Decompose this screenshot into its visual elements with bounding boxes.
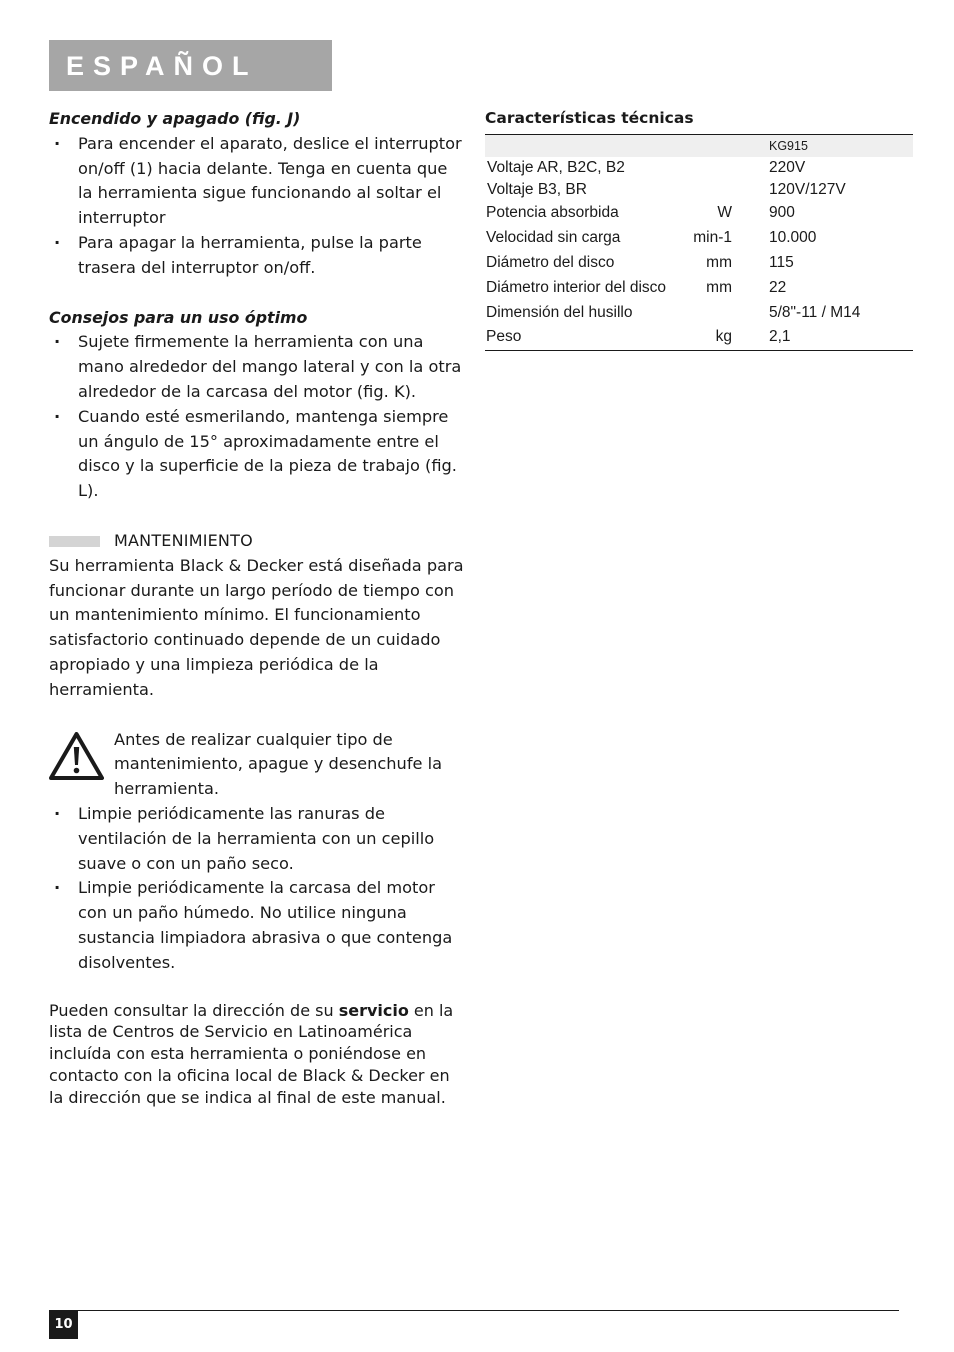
- spec-value: 2,1: [769, 325, 913, 350]
- list-item: · Limpie periódicamente las ranuras de ventilación de la herramienta con un cepillo suave o con un paño seco.: [49, 802, 465, 876]
- list-item: · Cuando esté esmerilando, mantenga siempre un ángulo de 15° aproximadamente entre el disco y la superficie de la pieza de trabajo (fig. L).: [49, 405, 465, 504]
- table-row: [485, 251, 913, 276]
- spec-unit: [692, 300, 769, 325]
- tips-list: [49, 330, 465, 504]
- spec-label: Dimensión del husillo: [486, 303, 633, 321]
- spec-unit: [692, 179, 769, 201]
- spec-label: Diámetro del disco: [486, 253, 615, 271]
- maintenance-intro: Su herramienta Black & Decker está diseñada para funcionar durante un largo período de tiempo con un mantenimiento mínimo. El funcionamiento satisfactorio continuado depende de un cuidado apropiado y una limpieza periódica de la herramienta.: [49, 555, 464, 699]
- table-row: [485, 226, 913, 251]
- service-text-after: en la lista de Centros de Servicio en Latinoamérica incluída con esta herramienta o poniéndose en contacto con la oficina local de Black & Decker en la dirección que se indica al final de este manual.: [49, 1000, 454, 1107]
- warning-text: Antes de realizar cualquier tipo de mantenimiento, apague y desenchufe la herramienta.: [114, 729, 443, 799]
- specs-title: Características técnicas: [485, 109, 694, 127]
- spec-value: 220V: [769, 159, 806, 176]
- list-item: · Para encender el aparato, deslice el interruptor on/off (1) hacia delante. Tenga en cuenta que la herramienta sigue funcionando al soltar el interruptor: [49, 132, 465, 231]
- warning-triangle-icon: [49, 732, 104, 780]
- spec-value: 120V/127V: [769, 181, 846, 198]
- table-row: [485, 275, 913, 300]
- language-label: ESPAÑOL: [66, 51, 258, 81]
- spec-value: 115: [769, 253, 794, 271]
- spec-unit: mm: [706, 278, 732, 296]
- model-name: KG915: [769, 135, 913, 158]
- spec-unit: [692, 157, 769, 179]
- list-item: · Limpie periódicamente la carcasa del motor con un paño húmedo. No utilice ninguna sustancia limpiadora abrasiva o que contenga disolventes.: [49, 876, 465, 975]
- table-row: [485, 300, 913, 325]
- table-row: [485, 157, 913, 179]
- service-text-before: Pueden consultar la dirección de su: [49, 1000, 339, 1020]
- spec-unit: kg: [692, 325, 769, 350]
- warning-notice: [49, 728, 465, 802]
- specs-header-row: [485, 135, 913, 158]
- spec-unit: W: [717, 204, 732, 222]
- spec-label: Diámetro interior del disco: [486, 278, 667, 296]
- maintenance-heading: MANTENIMIENTO: [114, 530, 253, 550]
- language-banner: [49, 40, 332, 91]
- spec-value: 5/8"-11 / M14: [769, 303, 861, 321]
- table-row: [485, 325, 913, 350]
- page-number: 10: [49, 1310, 78, 1339]
- specs-column: [485, 107, 913, 351]
- table-row: [485, 201, 913, 226]
- footer-divider: [49, 1310, 899, 1311]
- specs-table: [485, 134, 913, 351]
- switch-heading: Encendido y apagado (fig. J): [49, 109, 301, 128]
- spec-value: 22: [769, 278, 787, 296]
- table-row: [485, 179, 913, 201]
- spec-label: Peso: [485, 325, 692, 350]
- maintenance-section-header: [49, 529, 465, 554]
- switch-list: [49, 132, 465, 281]
- service-keyword: servicio: [338, 1000, 409, 1020]
- spec-value: 10.000: [769, 229, 817, 247]
- tips-heading: Consejos para un uso óptimo: [49, 307, 308, 327]
- list-item: · Sujete firmemente la herramienta con una mano alrededor del mango lateral y con la otra alrededor de la carcasa del motor (fig. K).: [49, 330, 465, 404]
- spec-value: 900: [769, 204, 795, 222]
- section-marker: [49, 536, 100, 547]
- spec-unit: mm: [706, 253, 732, 271]
- spec-label: Velocidad sin carga: [486, 229, 621, 247]
- list-item: · Para apagar la herramienta, pulse la parte trasera del interruptor on/off.: [49, 231, 465, 281]
- spec-label: Voltaje AR, B2C, B2: [487, 159, 625, 176]
- spec-unit: min-1: [693, 229, 732, 247]
- spec-label: Potencia absorbida: [486, 204, 619, 222]
- spec-label: Voltaje B3, BR: [487, 181, 587, 198]
- left-column: [49, 107, 465, 1108]
- cleaning-list: [49, 802, 465, 976]
- service-info: [49, 1000, 465, 1109]
